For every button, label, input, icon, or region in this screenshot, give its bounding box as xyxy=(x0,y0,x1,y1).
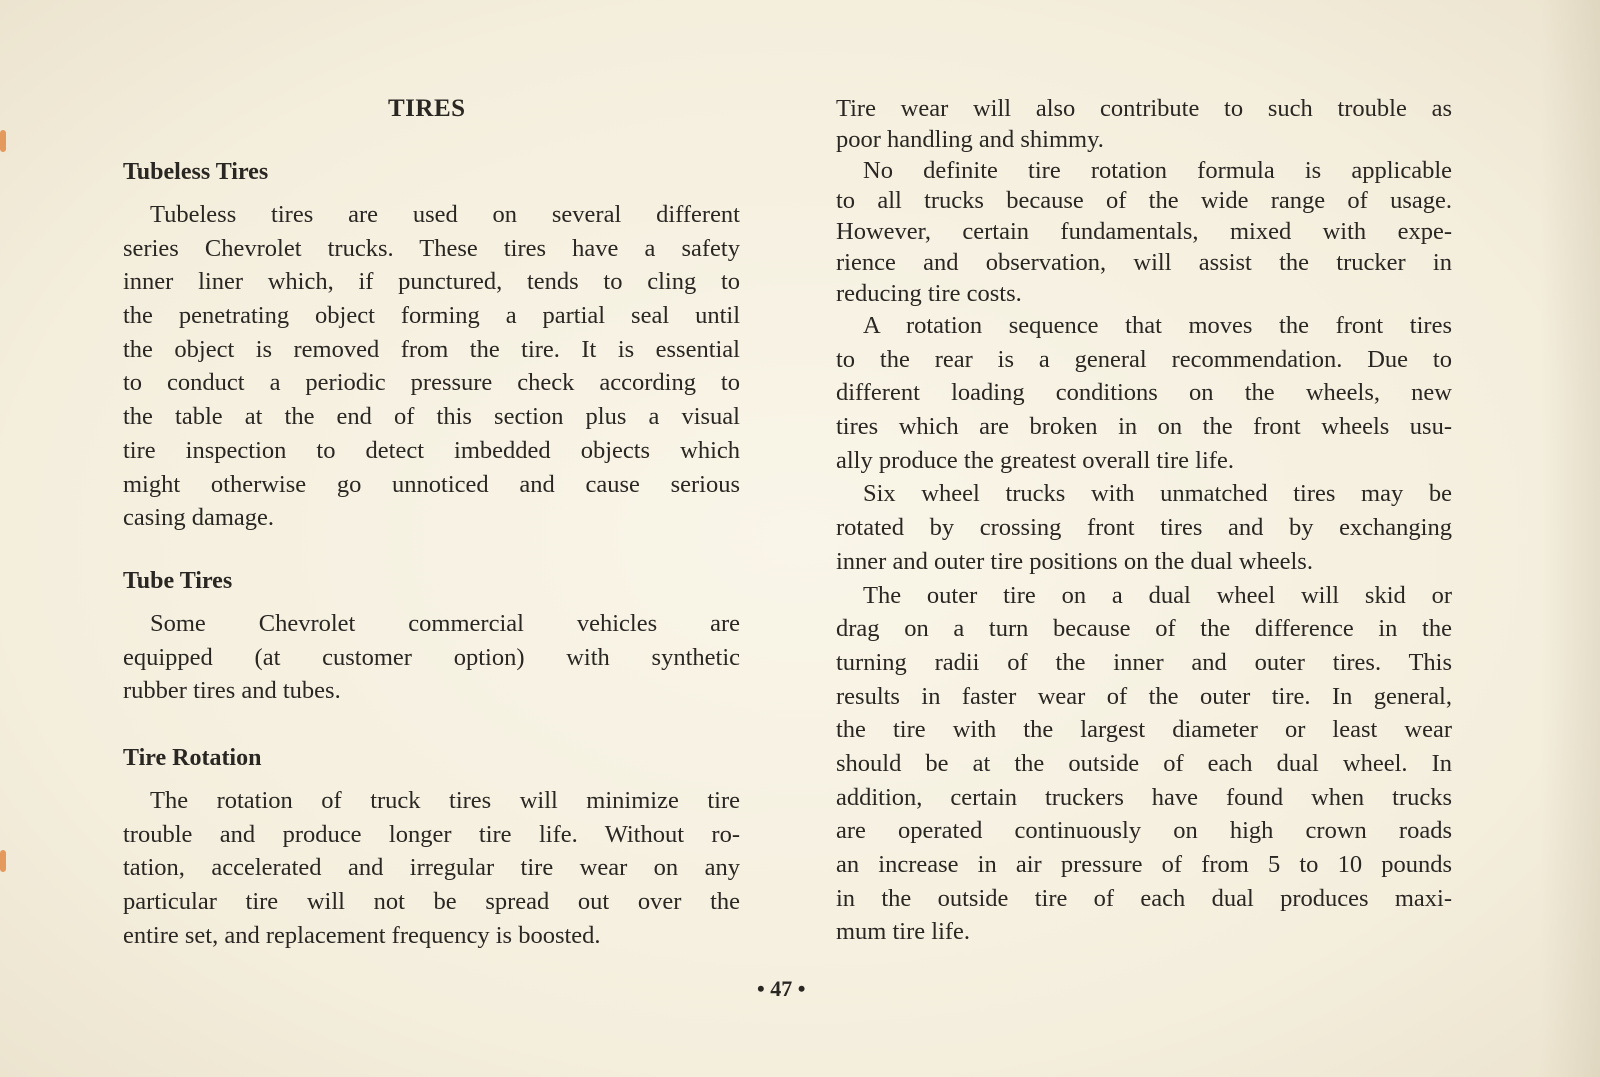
paragraph-group-b xyxy=(836,309,1452,949)
paragraph-tube xyxy=(123,607,740,708)
text-line: might otherwise go unnoticed and cause serious xyxy=(123,470,740,498)
text-line: to all trucks because of the wide range of usage. xyxy=(836,187,1452,215)
page-number: • 47 • xyxy=(757,976,806,1001)
text-line: rience and observation, will assist the trucker in xyxy=(836,248,1452,276)
text-line: the object is removed from the tire. It is essential xyxy=(123,335,740,363)
text-line: poor handling and shimmy. xyxy=(836,125,1104,153)
text-line: A rotation sequence that moves the front tires xyxy=(863,312,1452,339)
text-line: the penetrating object forming a partial seal until xyxy=(123,302,740,330)
text-line: should be at the outside of each dual wheel. In xyxy=(836,749,1452,777)
paragraph-rotation xyxy=(123,784,740,952)
text-line: casing damage. xyxy=(123,504,275,532)
text-line: inner liner which, if punctured, tends to cling to xyxy=(123,268,740,296)
text-line: in the outside tire of each dual produces maxi- xyxy=(836,884,1452,912)
text-line: Tubeless tires are used on several different xyxy=(150,201,740,228)
binding-mark xyxy=(0,850,6,872)
text-line: equipped (at customer option) with synthetic xyxy=(123,643,740,671)
text-line: entire set, and replacement frequency is boosted. xyxy=(123,921,601,949)
text-line: mum tire life. xyxy=(836,918,971,946)
text-line: to conduct a periodic pressure check according to xyxy=(123,369,740,397)
text-line: The rotation of truck tires will minimize tire xyxy=(150,787,740,814)
text-line: results in faster wear of the outer tire. In general, xyxy=(836,682,1452,710)
binding-mark xyxy=(0,130,6,152)
page-edge-shadow xyxy=(1540,0,1600,1077)
text-line: trouble and produce longer tire life. Without ro- xyxy=(123,820,740,848)
text-line: turning radii of the inner and outer tires. This xyxy=(836,648,1452,676)
text-line: The outer tire on a dual wheel will skid or xyxy=(863,581,1452,609)
text-line: No definite tire rotation formula is applicable xyxy=(863,156,1452,184)
text-line: particular tire will not be spread out over the xyxy=(123,888,740,916)
text-line: tation, accelerated and irregular tire wear on any xyxy=(123,854,740,882)
text-line: addition, certain truckers have found when trucks xyxy=(836,783,1452,811)
text-line: reducing tire costs. xyxy=(836,279,1022,307)
text-line: drag on a turn because of the difference in the xyxy=(836,615,1452,643)
text-line: tires which are broken in on the front wheels usu- xyxy=(836,413,1452,441)
text-line: rotated by crossing front tires and by exchanging xyxy=(836,514,1452,542)
text-line: an increase in air pressure of from 5 to 10 pounds xyxy=(836,851,1452,878)
heading-tire-rotation: Tire Rotation xyxy=(123,745,262,771)
heading-tube-tires: Tube Tires xyxy=(123,568,233,594)
text-line: the table at the end of this section plus a visual xyxy=(123,403,740,431)
section-title: TIRES xyxy=(388,95,466,122)
text-line: inner and outer tire positions on the dual wheels. xyxy=(836,547,1313,575)
text-line: Six wheel trucks with unmatched tires may be xyxy=(863,480,1452,508)
text-line: to the rear is a general recommendation. Due to xyxy=(836,345,1452,373)
heading-tubeless-tires: Tubeless Tires xyxy=(123,159,269,185)
text-line: series Chevrolet trucks. These tires have a safety xyxy=(123,234,740,262)
paragraph-tubeless xyxy=(123,198,740,535)
text-line: Tire wear will also contribute to such trouble as xyxy=(836,95,1452,122)
text-line: rubber tires and tubes. xyxy=(123,677,341,705)
text-line: the tire with the largest diameter or least wear xyxy=(836,716,1452,744)
text-line: tire inspection to detect imbedded objects which xyxy=(123,436,740,464)
text-line: different loading conditions on the wheels, new xyxy=(836,379,1452,407)
text-line: ally produce the greatest overall tire life. xyxy=(836,446,1234,474)
paragraph-group-a xyxy=(836,94,1452,310)
text-line: However, certain fundamentals, mixed with expe- xyxy=(836,218,1452,246)
text-line: are operated continuously on high crown roads xyxy=(836,817,1452,845)
text-line: Some Chevrolet commercial vehicles are xyxy=(150,610,740,637)
